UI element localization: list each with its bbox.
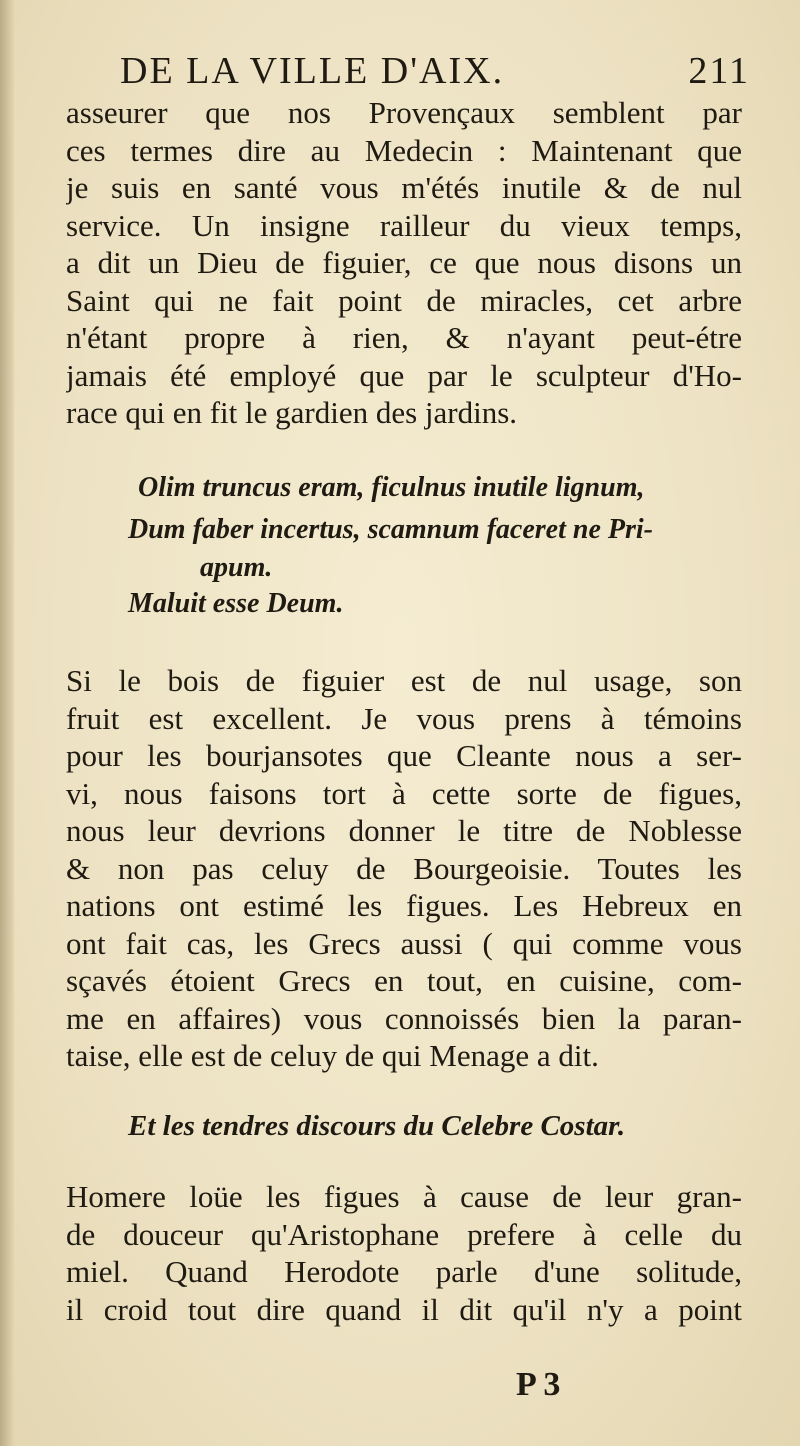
page-gutter xyxy=(0,0,14,1446)
text-line: n'étant propre à rien, & n'ayant peut-étre xyxy=(66,320,742,355)
text-line: ces termes dire au Medecin : Maintenant que xyxy=(66,132,742,168)
signature-mark: P 3 xyxy=(516,1366,561,1403)
running-head-title: DE LA VILLE D'AIX. xyxy=(120,50,505,92)
text-line: Si le bois de figuier est de nul usage, son xyxy=(66,663,742,698)
paragraph-3 xyxy=(66,1178,742,1328)
verse-line: apum. xyxy=(200,552,273,583)
paragraph-2 xyxy=(66,662,742,1075)
verse-line: Maluit esse Deum. xyxy=(128,588,344,619)
text-line: Saint qui ne fait point de miracles, cet arbre xyxy=(66,282,742,318)
text-line: Homere loüe les figues à cause de leur gran- xyxy=(66,1179,742,1214)
text-line: nations ont estimé les figues. Les Hebreux en xyxy=(66,888,742,923)
text-line: de douceur qu'Aristophane prefere à celle du xyxy=(66,1216,742,1252)
page-number: 211 xyxy=(688,50,750,92)
running-head xyxy=(120,48,750,94)
text-line: sçavés étoient Grecs en tout, en cuisine, com- xyxy=(66,963,742,998)
text-line: a dit un Dieu de figuier, ce que nous disons un xyxy=(66,245,742,280)
text-line: ont fait cas, les Grecs aussi ( qui comme vous xyxy=(66,925,742,961)
verse-line: Dum faber incertus, scamnum faceret ne Pri- xyxy=(128,514,653,545)
text-line: nous leur devrions donner le titre de Noblesse xyxy=(66,813,742,848)
text-line: vi, nous faisons tort à cette sorte de figues, xyxy=(66,775,742,811)
text-line: jamais été employé que par le sculpteur d'Ho- xyxy=(66,357,742,393)
text-line: asseurer que nos Provençaux semblent par xyxy=(66,95,742,130)
text-line: il croid tout dire quand il dit qu'il n'y a point xyxy=(66,1291,742,1327)
text-line: service. Un insigne railleur du vieux temps, xyxy=(66,207,742,243)
text-line: race qui en fit le gardien des jardins. xyxy=(66,395,518,430)
text-line: pour les bourjansotes que Cleante nous a ser- xyxy=(66,738,742,773)
paragraph-1 xyxy=(66,94,742,432)
text-line: miel. Quand Herodote parle d'une solitude, xyxy=(66,1254,742,1289)
quote-line: Et les tendres discours du Celebre Costar. xyxy=(128,1110,626,1142)
text-line: me en affaires) vous connoissés bien la paran- xyxy=(66,1000,742,1036)
text-line: & non pas celuy de Bourgeoisie. Toutes les xyxy=(66,850,742,886)
text-line: taise, elle est de celuy de qui Menage a dit. xyxy=(66,1038,599,1073)
text-line: je suis en santé vous m'étés inutile & de nul xyxy=(66,170,742,205)
text-line: fruit est excellent. Je vous prens à témoins xyxy=(66,700,742,736)
verse-line: Olim truncus eram, ficulnus inutile lignum, xyxy=(138,472,645,503)
